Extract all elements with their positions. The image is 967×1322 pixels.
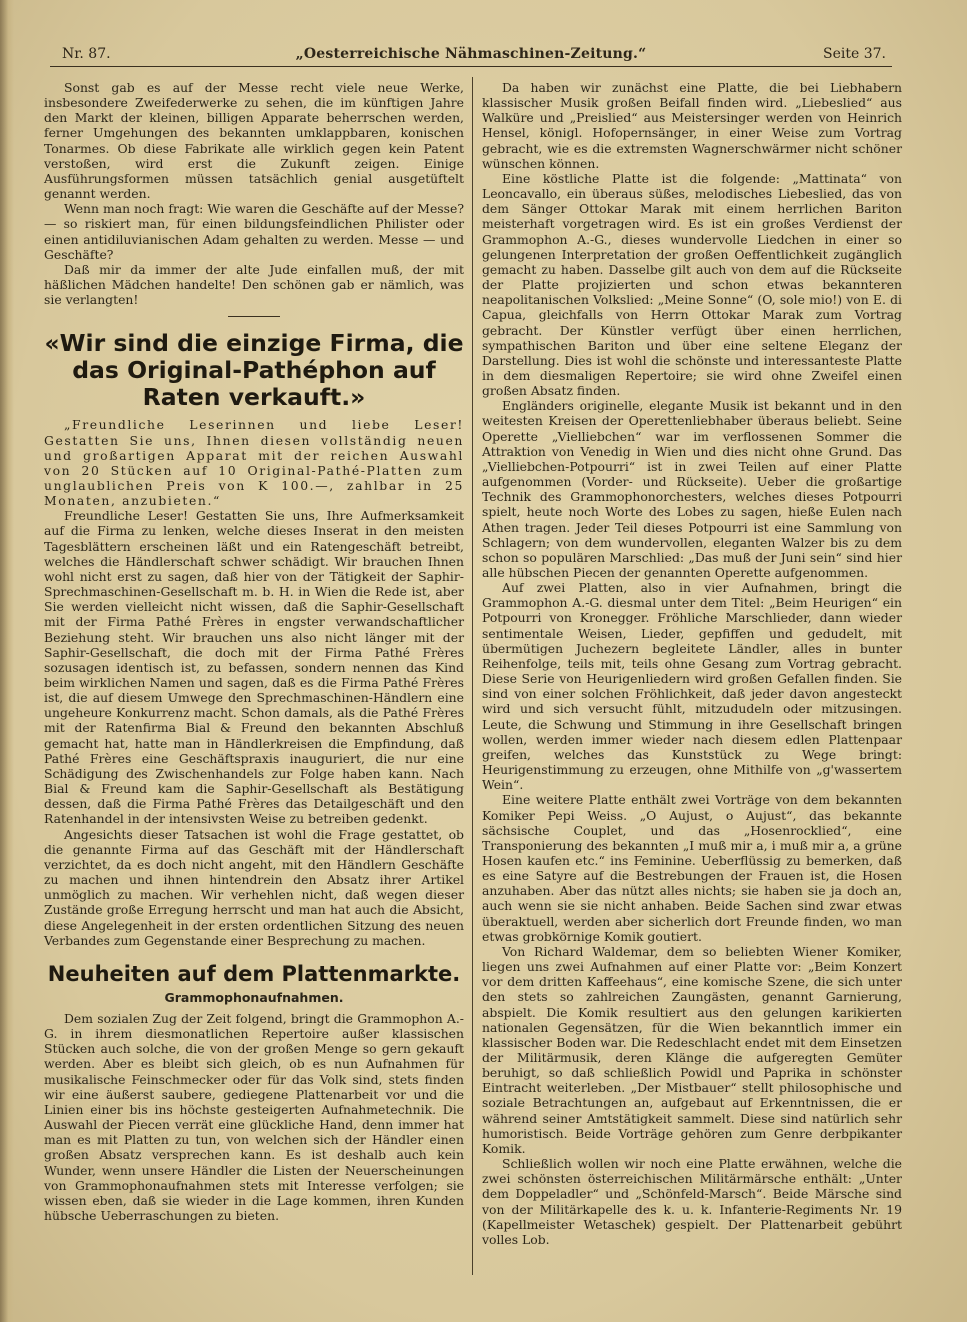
section-subtitle: Grammophonaufnahmen. <box>164 989 344 1005</box>
paragraph: Eine weitere Platte enthält zwei Vorträge von dem bekannten Komiker Pepi Weiss. „O Aujust, o Aujust“, das bekannte sächsische Couplet, und das „Hosenrocklied“, eine Transponierung des bekannten „I muß mir a, i muß mir a, a grüne Hosen kaufen etc.“ ins Feminine. Ueberflüssig zu bemerken, daß es eine Satyre auf die Bestrebungen der Frauen ist, die Hosen anzuhaben. Aber das nützt alles nichts; sie haben sie ja doch an, auch wenn sie sie nicht anhaben. Beide Sachen sind zwar etwas überaktuell, werden aber sicherlich dort Freunde finden, wo man etwas grobkörnige Komik goutiert. <box>482 792 902 944</box>
issue-number: Nr. 87. <box>62 46 111 62</box>
paragraph: Dem sozialen Zug der Zeit folgend, bringt die Grammophon A.-G. in ihrem diesmonatlichen Repertoire außer klassischen Stücken auch solche, die von der großen Menge so gern gekauft werden. Aber es bleibt sich gleich, ob es nun Aufnahmen für musikalische Feinschmecker oder für das Volk sind, stets finden wir eine äußerst saubere, gediegene Plattenarbeit vor und die Linien einer bis ins höchste gesteigerten Aufnahmetechnik. Die Auswahl der Piecen verrät eine glückliche Hand, denn immer hat man es mit Platten zu tun, von welchen sich der Händler einen großen Absatz versprechen kann. Es ist deshalb auch kein Wunder, wenn unsere Händler die Listen der Neuerscheinungen von Grammophonaufnahmen stets mit Interesse verfolgen; sie wissen eben, daß sie wieder in die Lage kommen, ihren Kunden hübsche Ueberraschungen zu bieten. <box>44 1010 464 1223</box>
paragraph: Freundliche Leser! Gestatten Sie uns, Ihre Aufmerksamkeit auf die Firma zu lenken, welche dieses Inserat in den meisten Tagesblättern erscheinen läßt und ein Ratengeschäft betreibt, welches die Händlerschaft schwer schädigt. Wir brauchen Ihnen wohl nicht erst zu sagen, daß hier von der Tätigkeit der Saphir-Sprechmaschinen-Gesellschaft m. b. H. in Wien die Rede ist, aber Sie werden vielleicht nicht wissen, daß die Saphir-Gesellschaft mit der Firma Pathé Frères in engster verwandschaftlicher Beziehung steht. Wir brauchen uns also nicht länger mit der Saphir-Gesellschaft, die doch mit der Firma Pathé Frères sozusagen identisch ist, zu befassen, sondern nennen das Kind beim wirklichen Namen und sagen, daß es die Firma Pathé Frères ist, die auf diesem Umwege den Sprechmaschinen-Händlern eine ungeheure Konkurrenz macht. Schon damals, als die Pathé Frères mit der Ratenfirma Bial & Freund den bekannten Abschluß gemacht hat, hatte man in Händlerkreisen die Empfindung, daß Pathé Frères eine Geschäftspraxis inauguriert, die nur eine Schädigung des Zwischenhandels zur Folge haben kann. Nach Bial & Freund kam die Saphir-Gesellschaft als Bestätigung dessen, daß die Firma Pathé Frères das Detailgeschäft und den Ratenhandel in der intensivsten Weise zu betreiben gedenkt. <box>44 508 464 827</box>
page-header <box>52 44 890 66</box>
paragraph: Da haben wir zunächst eine Platte, die bei Liebhabern klassischer Musik großen Beifall finden wird. „Liebeslied“ aus Walküre und „Preislied“ aus Meistersinger werden von Heinrich Hensel, königl. Hofopernsänger, in einer Weise zum Vortrag gebracht, wie es die extremsten Wagnerschwärmer nicht schöner wünschen können. <box>482 80 902 171</box>
paragraph: Angesichts dieser Tatsachen ist wohl die Frage gestattet, ob die genannte Firma auf das Geschäft mit der Händlerschaft verzichtet, da es doch nicht angeht, mit den Händlern Geschäfte zu machen und ihnen hintendrein den Absatz ihrer Artikel unmöglich zu machen. Wir verhehlen nicht, daß wegen dieser Zustände große Erregung herrscht und man hat auch die Absicht, diese Angelegenheit in der ersten ordentlichen Sitzung des neuen Verbandes zum Gegenstande einer Besprechung zu machen. <box>44 826 464 948</box>
section-title: Neuheiten auf dem Plattenmarkte. <box>47 961 461 986</box>
section-separator <box>228 316 280 317</box>
article-headline: «Wir sind die einzige Firma, die das Original-Pathéphon auf Raten verkauft.» <box>44 329 464 412</box>
page-number: Seite 37. <box>823 46 886 62</box>
left-column <box>44 80 464 1223</box>
column-divider <box>472 77 473 1275</box>
paragraph: Von Richard Waldemar, dem so beliebten Wiener Komiker, liegen uns zwei Aufnahmen auf einer Platte vor: „Beim Konzert vor dem dritten Kaffeehaus“, eine komische Szene, die sich unter den stets so zahlreichen Zaungästen, genannt Garnierung, abspielt. Die Komik resultiert aus den gelungen karikierten nationalen Gegensätzen, für die Wien bekanntlich immer ein klassischer Boden war. Die Redeschlacht endet mit dem Einsetzen der Militärmusik, deren Klänge die aufgeregten Gemüter beruhigt, so daß schließlich Powidl und Paprika in schönster Eintracht weiterleben. „Der Mistbauer“ stellt philosophische und soziale Betrachtungen an, aufgebaut auf Erkenntnissen, die er während seiner Amtstätigkeit sammelt. Diese sind natürlich sehr humoristisch. Beide Vorträge gehören zum Genre derbpikanter Komik. <box>482 943 902 1156</box>
paragraph: Wenn man noch fragt: Wie waren die Geschäfte auf der Messe? — so riskiert man, für einen bildungsfeindlichen Philister oder einen antidiluvianischen Adam gehalten zu werden. Messe — und Geschäfte? <box>44 201 464 262</box>
paragraph: Engländers originelle, elegante Musik ist bekannt und in den weitesten Kreisen der Operettenliebhaber überaus beliebt. Seine Operette „Vielliebchen“ war im verflossenen Sommer die Attraktion von Venedig in Wien und dies nicht ohne Grund. Das „Vielliebchen-Potpourri“ ist in zwei Teilen auf einer Platte aufgenommen (Vorder- und Rückseite). Ueber die großartige Technik des Grammophonorchesters, welches dieses Potpourri spielt, heute noch Worte des Lobes zu sagen, hieße Eulen nach Athen tragen. Jeder Teil dieses Potpourri ist eine Sammlung von Schlagern; von dem wundervollen, eleganten Walzer bis zu dem schon so populären Marschlied: „Das muß der Juni sein“ sind hier alle hübschen Piecen der genannten Operette aufgenommen. <box>482 398 902 580</box>
paragraph: Eine köstliche Platte ist die folgende: „Mattinata“ von Leoncavallo, ein überaus süßes, melodisches Liebeslied, das von dem Sänger Ottokar Marak mit einem herrlichen Bariton meisterhaft vorgetragen wird. Es ist ein großes Verdienst der Grammophon A.-G., dieses wundervolle Liedchen in einer so gelungenen Interpretation der großen Oeffentlichkeit zugänglich gemacht zu haben. Dasselbe gilt auch von dem auf die Rückseite der Platte projizierten und schon etwas bekannteren neapolitanischen Volkslied: „Meine Sonne“ (O, sole mio!) von E. di Capua, gleichfalls von Herrn Ottokar Marak zum Vortrag gebracht. Der Künstler verfügt über einen herrlichen, sympathischen Bariton und über eine seltene Eleganz der Darstellung. Dies ist wohl die schönste und interessanteste Platte in dem diesmaligen Repertoire; sie wird ohne Zweifel einen großen Absatz finden. <box>482 170 902 399</box>
paragraph: Auf zwei Platten, also in vier Aufnahmen, bringt die Grammophon A.-G. diesmal unter dem Titel: „Beim Heurigen“ ein Potpourri von Kronegger. Fröhliche Marschlieder, dann wieder sentimentale Weisen, Lieder, gepfiffen und gedudelt, mit übermütigen Juchezern begleitete Ländler, alles in bunter Reihenfolge, teils mit, teils ohne Gesang zum Vortrag gebracht. Diese Serie von Heurigenliedern wird großen Gefallen finden. Sie sind von einer solchen Fröhlichkeit, daß jeder davon angesteckt wird und sich versucht fühlt, mitzududeln oder mitzusingen. Leute, die Schwung und Stimmung in ihre Gesellschaft bringen wollen, werden immer wieder nach diesem edlen Plattenpaar greifen, welches das Kunststück zu Wege bringt: Heurigenstimmung zu erzeugen, ohne Mithilfe von „g'wassertem Wein“. <box>482 580 902 793</box>
right-column <box>482 80 902 1247</box>
paragraph: Schließlich wollen wir noch eine Platte erwähnen, welche die zwei schönsten österreichischen Militärmärsche enthält: „Unter dem Doppeladler“ und „Schönfeld-Marsch“. Beide Märsche sind von der Militärkapelle des k. u. k. Infanterie-Regiments Nr. 19 (Kapellmeister Wetaschek) gespielt. Der Plattenarbeit gebührt volles Lob. <box>482 1156 902 1247</box>
header-rule <box>50 66 892 67</box>
newspaper-title: „Oesterreichische Nähmaschinen-Zeitung.“ <box>295 46 647 62</box>
paragraph: Daß mir da immer der alte Jude einfallen muß, der mit häßlichen Mädchen handelte! Den schönen gab er nämlich, was sie verlangten! <box>44 261 464 308</box>
quoted-advertisement: „Freundliche Leserinnen und liebe Leser! Gestatten Sie uns, Ihnen diesen vollständig neuen und großartigen Apparat mit der reichen Auswahl von 20 Stücken auf 10 Original-Pathé-Platten zum unglaublichen Preis von K 100.—, zahlbar in 25 Monaten, anzubieten.“ <box>44 417 464 509</box>
paragraph: Sonst gab es auf der Messe recht viele neue Werke, insbesondere Zweifederwerke zu sehen, die im künftigen Jahre den Markt der kleinen, billigen Apparate beherrschen werden, ferner Umgehungen des bekannten umklappbaren, konischen Tonarmes. Ob diese Fabrikate alle wirklich gegen kein Patent verstoßen, wird erst die Zukunft zeigen. Einige Ausführungsformen müssen tatsächlich genial ausgetüftelt genannt werden. <box>44 80 464 202</box>
page-binding-edge <box>0 0 14 1322</box>
